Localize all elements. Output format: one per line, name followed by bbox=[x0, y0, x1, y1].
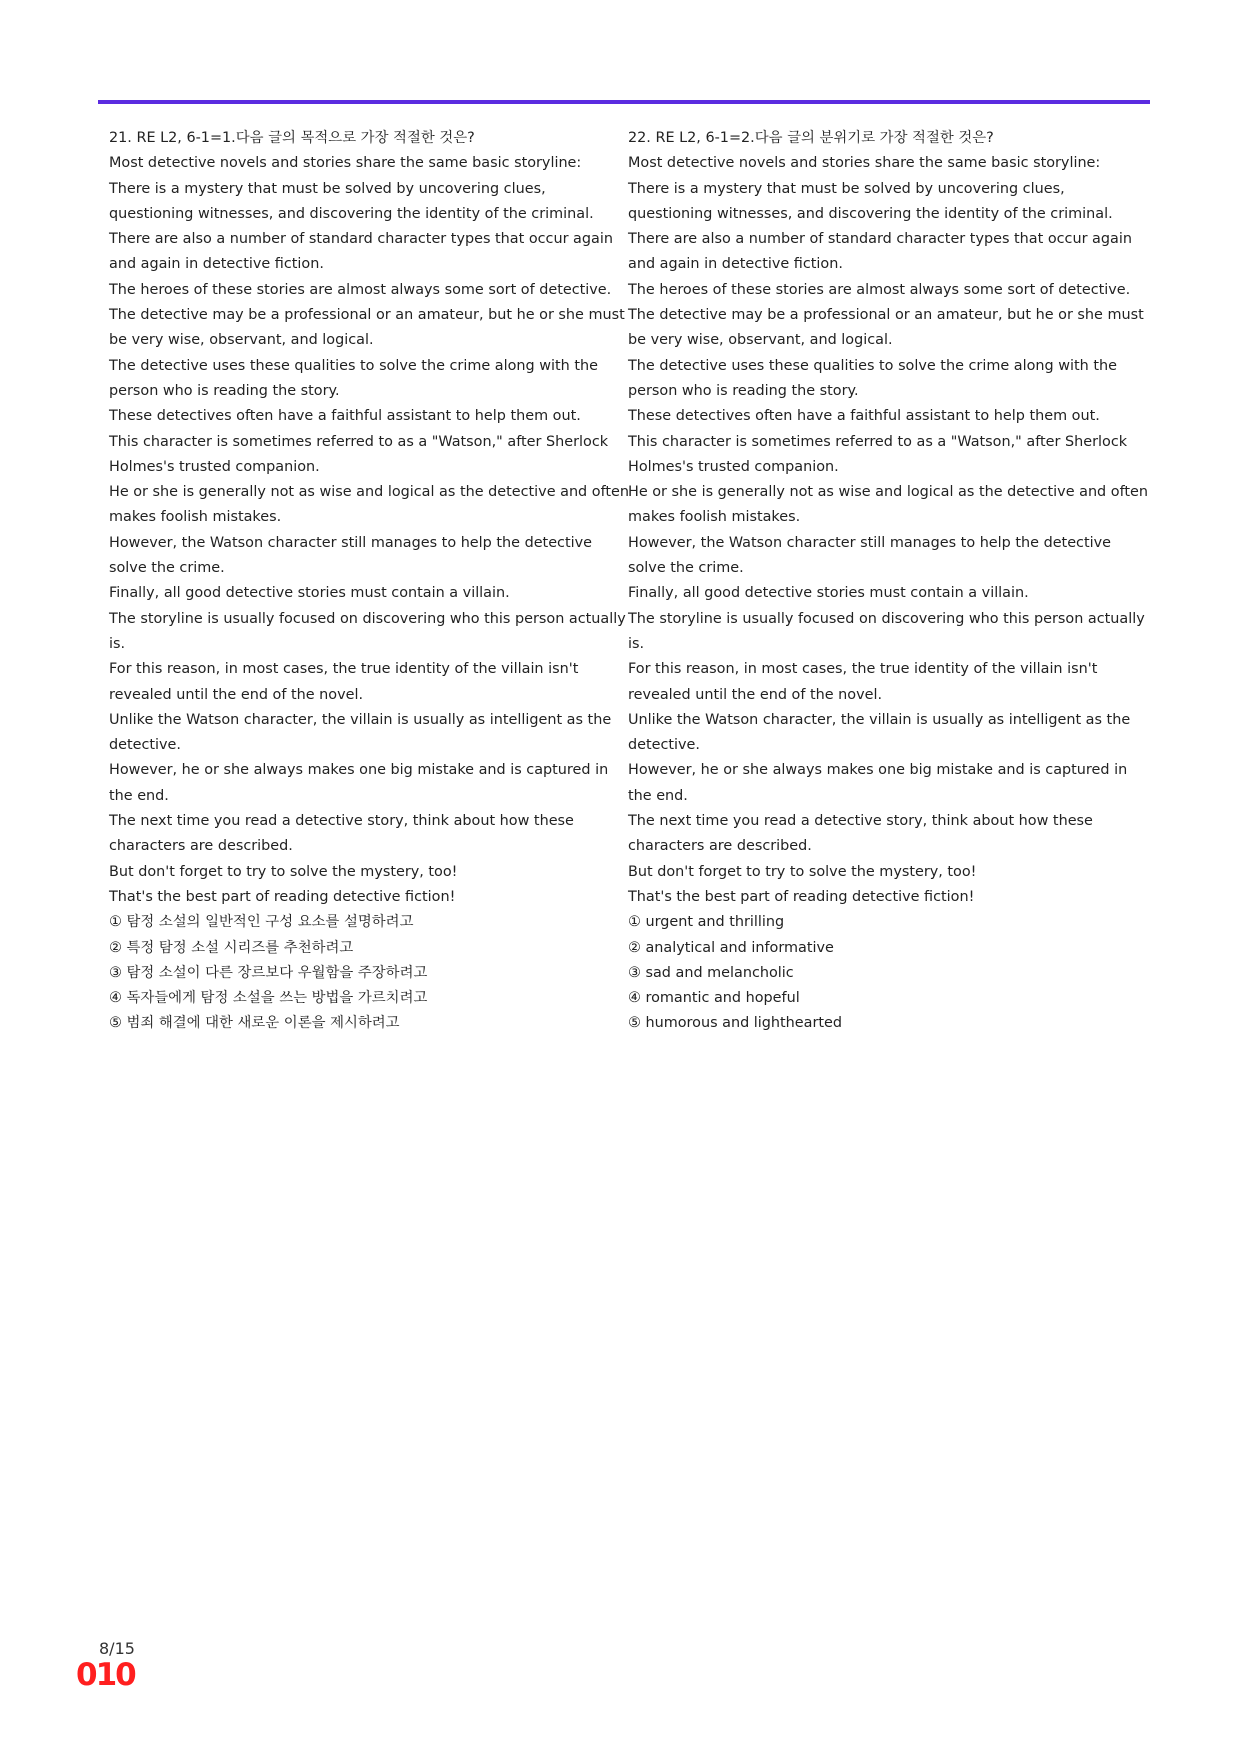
answer-option[interactable]: ③ sad and melancholic bbox=[628, 964, 794, 981]
answer-option[interactable]: ⑤ 범죄 해결에 대한 새로운 이론을 제시하려고 bbox=[109, 1015, 400, 1032]
passage-line: This character is sometimes referred to as a "Watson," after Sherlock Holmes's trusted companion. bbox=[109, 433, 609, 475]
question-21 bbox=[109, 126, 629, 1037]
question-header: 21. RE L2, 6-1=1.다음 글의 목적으로 가장 적절한 것은? bbox=[109, 130, 475, 146]
passage-line: Unlike the Watson character, the villain is usually as intelligent as the detective. bbox=[109, 711, 612, 754]
answer-option[interactable]: ③ 탐정 소설이 다른 장르보다 우월함을 주장하려고 bbox=[109, 964, 428, 981]
passage-line: Finally, all good detective stories must contain a villain. bbox=[628, 585, 1029, 602]
answer-options bbox=[628, 910, 1148, 1036]
passage-line: Finally, all good detective stories must contain a villain. bbox=[109, 585, 510, 602]
answer-option[interactable]: ① 탐정 소설의 일반적인 구성 요소를 설명하려고 bbox=[109, 914, 414, 931]
passage-line: For this reason, in most cases, the true identity of the villain isn't revealed until the end of the novel. bbox=[628, 661, 1098, 703]
answer-option[interactable]: ④ romantic and hopeful bbox=[628, 990, 800, 1007]
passage-line: Unlike the Watson character, the villain is usually as intelligent as the detective. bbox=[628, 711, 1131, 754]
passage-line: There is a mystery that must be solved by uncovering clues, questioning witnesses, and discovering the identity of the criminal. bbox=[109, 180, 594, 222]
question-header: 22. RE L2, 6-1=2.다음 글의 분위기로 가장 적절한 것은? bbox=[628, 130, 994, 146]
passage-line: There are also a number of standard character types that occur again and again in detective fiction. bbox=[109, 231, 613, 273]
passage bbox=[109, 151, 629, 910]
page-number: 8/15 bbox=[99, 1639, 135, 1658]
passage-line: There are also a number of standard character types that occur again and again in detective fiction. bbox=[628, 231, 1132, 273]
passage-line: For this reason, in most cases, the true identity of the villain isn't revealed until the end of the novel. bbox=[109, 661, 579, 703]
passage-line: Most detective novels and stories share the same basic storyline: bbox=[628, 155, 1101, 172]
top-accent-rule bbox=[98, 100, 1150, 104]
answer-option[interactable]: ② 특정 탐정 소설 시리즈를 추천하려고 bbox=[109, 939, 354, 956]
answer-option[interactable]: ① urgent and thrilling bbox=[628, 914, 785, 931]
passage-line: He or she is generally not as wise and logical as the detective and often makes foolish mistakes. bbox=[109, 484, 630, 526]
passage-line: He or she is generally not as wise and logical as the detective and often makes foolish mistakes. bbox=[628, 484, 1149, 526]
passage-line: Most detective novels and stories share the same basic storyline: bbox=[109, 155, 582, 172]
answer-option[interactable]: ② analytical and informative bbox=[628, 939, 834, 956]
passage-line: However, the Watson character still manages to help the detective solve the crime. bbox=[109, 534, 592, 577]
passage-line: The storyline is usually focused on discovering who this person actually is. bbox=[628, 610, 1145, 652]
passage-line: But don't forget to try to solve the mystery, too! bbox=[109, 863, 458, 880]
passage-line: The detective may be a professional or an amateur, but he or she must be very wise, observant, and logical. bbox=[628, 307, 1144, 349]
passage bbox=[628, 151, 1148, 910]
passage-line: These detectives often have a faithful assistant to help them out. bbox=[109, 408, 581, 425]
passage-line: The detective uses these qualities to solve the crime along with the person who is reading the story. bbox=[109, 357, 598, 399]
passage-line: However, he or she always makes one big mistake and is captured in the end. bbox=[109, 762, 609, 804]
question-22 bbox=[628, 126, 1148, 1037]
passage-line: This character is sometimes referred to as a "Watson," after Sherlock Holmes's trusted companion. bbox=[628, 433, 1128, 475]
passage-line: That's the best part of reading detective fiction! bbox=[109, 888, 456, 905]
answer-options bbox=[109, 910, 629, 1036]
passage-line: The storyline is usually focused on discovering who this person actually is. bbox=[109, 610, 626, 652]
passage-line: However, he or she always makes one big mistake and is captured in the end. bbox=[628, 762, 1128, 804]
passage-line: The next time you read a detective story, think about how these characters are described. bbox=[628, 813, 1093, 855]
passage-line: The heroes of these stories are almost always some sort of detective. bbox=[109, 281, 612, 298]
passage-line: There is a mystery that must be solved by uncovering clues, questioning witnesses, and discovering the identity of the criminal. bbox=[628, 180, 1113, 222]
passage-line: These detectives often have a faithful assistant to help them out. bbox=[628, 408, 1100, 425]
answer-option[interactable]: ④ 독자들에게 탐정 소설을 쓰는 방법을 가르치려고 bbox=[109, 990, 428, 1007]
passage-line: The detective uses these qualities to solve the crime along with the person who is reading the story. bbox=[628, 357, 1117, 399]
passage-line: The detective may be a professional or an amateur, but he or she must be very wise, observant, and logical. bbox=[109, 307, 625, 349]
brand-logo: 010 bbox=[76, 1657, 135, 1693]
passage-line: The next time you read a detective story, think about how these characters are described. bbox=[109, 813, 574, 855]
passage-line: However, the Watson character still manages to help the detective solve the crime. bbox=[628, 534, 1111, 577]
passage-line: But don't forget to try to solve the mystery, too! bbox=[628, 863, 977, 880]
passage-line: The heroes of these stories are almost always some sort of detective. bbox=[628, 281, 1131, 298]
passage-line: That's the best part of reading detective fiction! bbox=[628, 888, 975, 905]
answer-option[interactable]: ⑤ humorous and lighthearted bbox=[628, 1015, 843, 1032]
